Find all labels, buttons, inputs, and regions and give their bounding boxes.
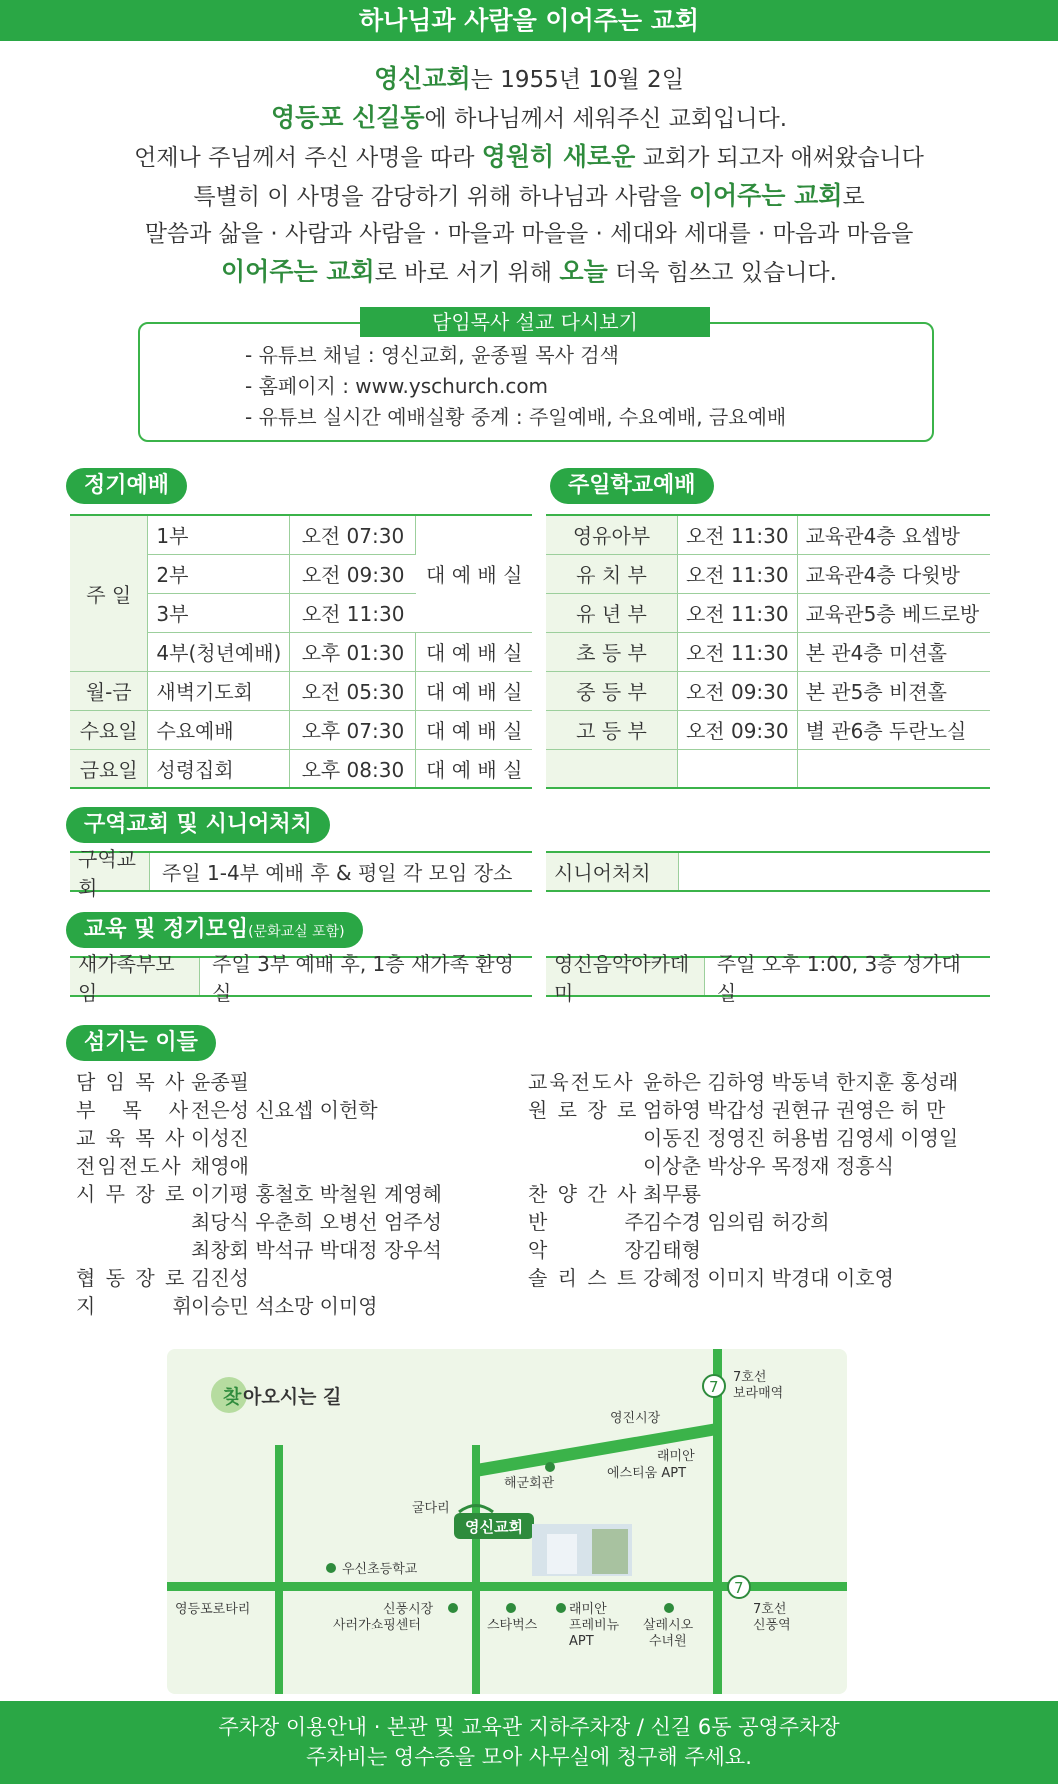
parking-info <box>0 1701 1058 1784</box>
dept-place: 교육관4층 다윗방 <box>797 554 990 593</box>
dept-name: 고 등 부 <box>546 710 677 749</box>
label-starbucks: 스타벅스 <box>487 1618 538 1633</box>
directions-map <box>167 1349 847 1694</box>
service-time: 오후 08:30 <box>290 749 416 788</box>
road-left-vertical <box>275 1445 283 1694</box>
service-place: 대 예 배 실 <box>416 671 532 710</box>
sermon-title: 담임목사 설교 다시보기 <box>360 307 710 337</box>
label-bora-line1: 7호선 <box>733 1370 767 1385</box>
table-row <box>70 710 532 749</box>
label-raemian-1: 래미안 <box>569 1602 607 1617</box>
label-rotary: 영등포로타리 <box>175 1602 251 1617</box>
map-title: 아오시는 길 <box>243 1386 342 1408</box>
service-name: 수요예배 <box>148 710 290 749</box>
dept-place: 본 관4층 미션홀 <box>797 632 990 671</box>
staff-row: 협 동 장 로 김진성 <box>76 1266 249 1290</box>
staff-row: 이상춘 박상우 목정재 정흥식 <box>643 1154 894 1178</box>
dept-place: 교육관4층 요셉방 <box>797 515 990 554</box>
page-header <box>0 0 1058 41</box>
dept-name <box>546 749 677 788</box>
service-day: 금요일 <box>70 749 148 788</box>
worship-section-title: 정기예배 <box>66 468 187 504</box>
label-raemian-estium-1: 래미안 <box>657 1449 695 1464</box>
line-number: 7 <box>734 1579 744 1597</box>
intro-text <box>0 60 1058 292</box>
worship-table <box>70 514 532 789</box>
salesio-marker <box>664 1603 674 1613</box>
page-title: 하나님과 사람을 이어주는 교회 <box>358 6 700 35</box>
parking-line-2: 주차비는 영수증을 모아 사무실에 청구해 주세요. <box>306 1745 752 1769</box>
label-church: 영신교회 <box>465 1518 523 1536</box>
education-section-title: 교육 및 정기모임(문화교실 포함) <box>66 912 363 948</box>
new-family-label: 새가족부모임 <box>70 958 200 995</box>
dept-name: 중 등 부 <box>546 671 677 710</box>
service-name: 성령집회 <box>148 749 290 788</box>
dept-name: 초 등 부 <box>546 632 677 671</box>
district-section-title: 구역교회 및 시니어처치 <box>66 807 330 843</box>
music-academy-row <box>546 951 990 1005</box>
intro-line-3: 언제나 주님께서 주신 사명을 따라 영원히 새로운 교회가 되고자 애써왔습니다 <box>134 142 924 171</box>
raemian-prevenu-marker <box>556 1603 566 1613</box>
staff-row: 최당식 우춘희 오병선 엄주성 <box>191 1210 442 1234</box>
service-name: 2부 <box>148 554 290 593</box>
label-sinpung-market: 신풍시장 <box>383 1602 434 1617</box>
label-raemian-estium-2: 에스티움 APT <box>607 1466 687 1481</box>
map-title-char: 찾 <box>223 1386 242 1408</box>
dept-name: 영유아부 <box>546 515 677 554</box>
dept-place <box>797 749 990 788</box>
line-number: 7 <box>709 1378 719 1396</box>
sermon-item-youtube: - 유튜브 채널 : 영신교회, 윤종필 목사 검색 <box>245 343 619 367</box>
senior-label: 시니어처치 <box>546 853 679 890</box>
service-name: 새벽기도회 <box>148 671 290 710</box>
label-salesio-2: 수녀원 <box>649 1634 687 1649</box>
label-yeongjin-market: 영진시장 <box>610 1411 661 1426</box>
intro-line-4: 특별히 이 사명을 감당하기 위해 하나님과 사람을 이어주는 교회로 <box>193 181 865 210</box>
music-academy-label: 영신음악아카데미 <box>546 958 705 995</box>
music-academy-value: 주일 오후 1:00, 3층 성가대실 <box>716 951 961 1005</box>
service-place: 대 예 배 실 <box>416 710 532 749</box>
service-name: 3부 <box>148 593 290 632</box>
staff-list-right <box>528 1068 958 1292</box>
intro-line-1: 영신교회는 1955년 10월 2일 <box>374 64 684 93</box>
staff-row: 전임전도사 채영애 <box>76 1154 249 1178</box>
table-row <box>546 749 990 788</box>
table-row <box>546 671 990 710</box>
intro-line-2: 영등포 신길동에 하나님께서 세워주신 교회입니다. <box>270 103 788 132</box>
sunday-label: 주 일 <box>70 515 148 671</box>
sermon-item-live: - 유튜브 실시간 예배실황 중계 : 주일예배, 수요예배, 금요예배 <box>245 405 787 429</box>
district-label: 구역교회 <box>70 853 150 890</box>
staff-row: 담 임 목 사 윤종필 <box>76 1070 249 1094</box>
new-family-row <box>70 951 532 1005</box>
staff-row: 솔 리 스 트 강혜정 이미지 박경대 이호영 <box>528 1266 894 1290</box>
label-sinpung-1: 7호선 <box>753 1602 787 1617</box>
table-row <box>70 671 532 710</box>
service-place: 대 예 배 실 <box>416 515 532 632</box>
sermon-item-homepage[interactable]: - 홈페이지 : www.yschurch.com <box>245 374 549 398</box>
road-center-vertical <box>472 1445 480 1694</box>
staff-row: 악 장 김태형 <box>528 1238 701 1262</box>
dept-time: 오전 11:30 <box>677 632 797 671</box>
singil-market-marker <box>448 1603 458 1613</box>
dept-place: 교육관5층 베드로방 <box>797 593 990 632</box>
staff-list-left <box>76 1068 442 1320</box>
staff-row: 시 무 장 로 이기평 홍철호 박철원 계영혜 <box>76 1182 442 1206</box>
service-time: 오전 07:30 <box>290 515 416 554</box>
road-right-vertical <box>713 1349 722 1694</box>
intro-line-5: 말씀과 삶을 · 사람과 사람을 · 마을과 마을을 · 세대와 세대를 · 마음과 마음을 <box>144 221 914 247</box>
building-window <box>547 1534 577 1574</box>
dept-time: 오전 09:30 <box>677 671 797 710</box>
parking-line-1: 주차장 이용안내 · 본관 및 교육관 지하주차장 / 신길 6동 공영주차장 <box>218 1715 840 1739</box>
label-sinpung-2: 신풍역 <box>753 1618 791 1633</box>
district-value: 주일 1-4부 예배 후 & 평일 각 모임 장소 <box>162 861 513 885</box>
table-row <box>546 554 990 593</box>
service-place: 대 예 배 실 <box>416 632 532 671</box>
staff-row: 최창회 박석규 박대정 장우석 <box>191 1238 442 1262</box>
dept-place: 별 관6층 두란노실 <box>797 710 990 749</box>
sermon-list <box>245 340 786 433</box>
staff-row: 이동진 정영진 허용범 김영세 이영일 <box>643 1126 959 1150</box>
navy-hall-marker <box>545 1462 555 1472</box>
label-raemian-2: 프레비뉴 <box>569 1618 620 1633</box>
label-sareoga: 사러가쇼핑센터 <box>333 1618 421 1633</box>
label-guldari: 굴다리 <box>412 1501 450 1516</box>
service-time: 오전 05:30 <box>290 671 416 710</box>
staff-row: 반 주 김수경 임의림 허강희 <box>528 1210 830 1234</box>
dept-time: 오전 11:30 <box>677 554 797 593</box>
dept-name: 유 치 부 <box>546 554 677 593</box>
staff-row: 교육전도사 윤하은 김하영 박동녁 한지훈 홍성래 <box>528 1070 959 1094</box>
label-navy-hall: 해군회관 <box>504 1476 555 1491</box>
label-woosin-school: 우신초등학교 <box>342 1562 418 1577</box>
table-row <box>70 749 532 788</box>
service-day: 월-금 <box>70 671 148 710</box>
dept-time: 오전 11:30 <box>677 593 797 632</box>
school-section-title: 주일학교예배 <box>550 468 714 504</box>
dept-place: 본 관5층 비젼홀 <box>797 671 990 710</box>
service-name: 4부(청년예배) <box>148 632 290 671</box>
label-salesio-1: 살레시오 <box>643 1618 694 1633</box>
service-name: 1부 <box>148 515 290 554</box>
service-time: 오후 07:30 <box>290 710 416 749</box>
table-row <box>70 515 532 554</box>
table-row <box>546 632 990 671</box>
dept-time <box>677 749 797 788</box>
table-row <box>546 593 990 632</box>
staff-row: 찬 양 간 사 최무룡 <box>528 1182 701 1206</box>
dept-time: 오전 09:30 <box>677 710 797 749</box>
intro-line-6: 이어주는 교회로 바로 서기 위해 오늘 더욱 힘쓰고 있습니다. <box>221 257 837 286</box>
woosin-school-marker <box>326 1563 336 1573</box>
staff-row: 원 로 장 로 엄하영 박갑성 권현규 권영은 허 만 <box>528 1098 946 1122</box>
starbucks-marker <box>506 1603 516 1613</box>
service-time: 오전 09:30 <box>290 554 416 593</box>
staff-row: 부 목 사 전은성 신요셉 이헌학 <box>76 1098 378 1122</box>
table-row <box>546 515 990 554</box>
staff-section-title: 섬기는 이들 <box>66 1025 216 1061</box>
service-place: 대 예 배 실 <box>416 749 532 788</box>
staff-row: 교 육 목 사 이성진 <box>76 1126 249 1150</box>
label-bora-line2: 보라매역 <box>733 1386 784 1401</box>
staff-row: 지 휘 이승민 석소망 이미영 <box>76 1294 378 1318</box>
dept-name: 유 년 부 <box>546 593 677 632</box>
table-row <box>546 710 990 749</box>
school-table <box>546 514 990 789</box>
service-time: 오후 01:30 <box>290 632 416 671</box>
new-family-value: 주일 3부 예배 후, 1층 새가족 환영실 <box>212 951 514 1005</box>
service-day: 수요일 <box>70 710 148 749</box>
building-window <box>592 1529 628 1574</box>
dept-time: 오전 11:30 <box>677 515 797 554</box>
label-raemian-3: APT <box>569 1634 594 1649</box>
service-time: 오전 11:30 <box>290 593 416 632</box>
map-svg <box>167 1349 847 1694</box>
district-row <box>70 846 532 900</box>
senior-row <box>546 851 990 892</box>
